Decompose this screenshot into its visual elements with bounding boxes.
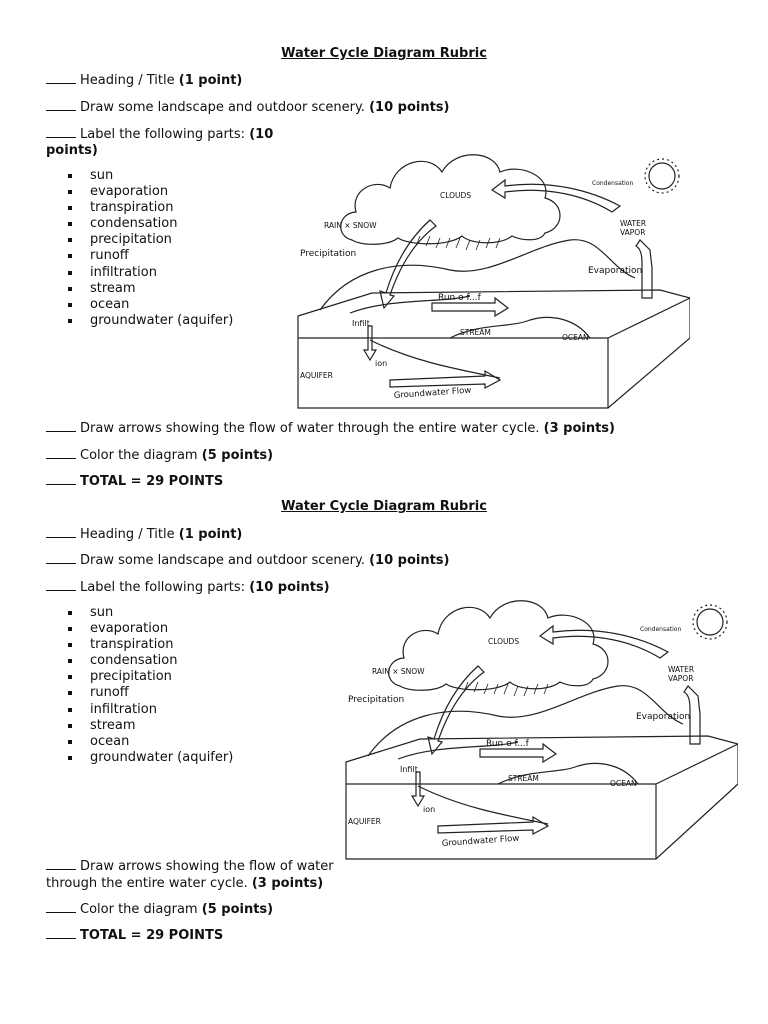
svg-text:VAPOR: VAPOR <box>668 674 694 683</box>
svg-text:ion: ion <box>423 805 436 814</box>
precipitation-arrow <box>380 220 436 308</box>
score-blank[interactable] <box>46 473 76 485</box>
svg-text:Evaporation: Evaporation <box>588 266 643 276</box>
list-item: runoff <box>68 248 233 264</box>
svg-text:WATER: WATER <box>668 665 695 674</box>
score-blank[interactable] <box>46 447 76 459</box>
infiltration-arrow <box>364 326 376 360</box>
item-landscape: Draw some landscape and outdoor scenery. (10 points) <box>46 99 449 115</box>
score-blank[interactable] <box>46 579 76 591</box>
item-color: Color the diagram (5 points) <box>46 447 273 463</box>
rubric-title: Water Cycle Diagram Rubric <box>281 499 487 514</box>
svg-text:STREAM: STREAM <box>508 774 539 783</box>
precipitation-arrow <box>428 666 484 754</box>
svg-text:Infilt: Infilt <box>400 765 418 774</box>
item-landscape: Draw some landscape and outdoor scenery. (10 points) <box>46 552 449 568</box>
svg-text:WATER: WATER <box>620 219 647 228</box>
svg-text:Run o f...f: Run o f...f <box>486 739 529 749</box>
item-arrows: Draw arrows showing the flow of water through the entire water cycle. (3 points) <box>46 420 615 436</box>
groundwater-arrow <box>390 371 500 388</box>
list-item: stream <box>68 281 233 297</box>
list-item: transpiration <box>68 637 233 653</box>
svg-text:AQUIFER: AQUIFER <box>300 371 333 380</box>
sun-shape <box>697 609 723 635</box>
svg-text:STREAM: STREAM <box>460 328 491 337</box>
svg-text:OCEAN: OCEAN <box>610 779 637 788</box>
list-item: groundwater (aquifer) <box>68 750 233 766</box>
score-blank[interactable] <box>46 420 76 432</box>
list-item: ocean <box>68 297 233 313</box>
svg-text:RAIN × SNOW: RAIN × SNOW <box>372 667 425 676</box>
land-block <box>346 736 738 859</box>
svg-text:Condensation: Condensation <box>640 626 682 633</box>
svg-text:VAPOR: VAPOR <box>620 228 646 237</box>
score-blank[interactable] <box>46 126 76 138</box>
list-item: evaporation <box>68 621 233 637</box>
infiltration-arrow <box>412 772 424 806</box>
svg-text:ion: ion <box>375 359 388 368</box>
list-item: infiltration <box>68 702 233 718</box>
list-item: stream <box>68 718 233 734</box>
land-block <box>298 290 690 408</box>
rubric-title: Water Cycle Diagram Rubric <box>281 46 487 61</box>
svg-text:Infilt: Infilt <box>352 319 370 328</box>
svg-text:Run o f...f: Run o f...f <box>438 293 481 303</box>
list-item: condensation <box>68 216 233 232</box>
svg-text:RAIN × SNOW: RAIN × SNOW <box>324 221 377 230</box>
list-item: infiltration <box>68 265 233 281</box>
score-blank[interactable] <box>46 901 76 913</box>
list-item: evaporation <box>68 184 233 200</box>
item-arrows: Draw arrows showing the flow of water through the entire water cycle. (3 points) <box>46 859 334 891</box>
score-blank[interactable] <box>46 927 76 939</box>
svg-text:Groundwater Flow: Groundwater Flow <box>441 833 520 849</box>
parts-list <box>68 168 233 329</box>
list-item: transpiration <box>68 200 233 216</box>
item-heading: Heading / Title (1 point) <box>46 72 242 88</box>
water-cycle-illustration <box>338 574 738 864</box>
score-blank[interactable] <box>46 72 76 84</box>
svg-text:Condensation: Condensation <box>592 180 634 187</box>
water-cycle-illustration <box>290 128 690 413</box>
list-item: groundwater (aquifer) <box>68 313 233 329</box>
svg-text:CLOUDS: CLOUDS <box>488 637 520 646</box>
sun-shape <box>649 163 675 189</box>
list-item: sun <box>68 605 233 621</box>
score-blank[interactable] <box>46 99 76 111</box>
parts-list <box>68 605 233 766</box>
svg-text:CLOUDS: CLOUDS <box>440 191 472 200</box>
item-total: TOTAL = 29 POINTS <box>46 473 223 489</box>
item-label-parts: Label the following parts: (10 points) <box>46 579 330 595</box>
svg-text:Evaporation: Evaporation <box>636 712 691 722</box>
list-item: precipitation <box>68 669 233 685</box>
water-cycle-diagram <box>290 128 690 413</box>
list-item: runoff <box>68 685 233 701</box>
list-item: condensation <box>68 653 233 669</box>
water-cycle-diagram <box>338 574 738 864</box>
score-blank[interactable] <box>46 552 76 564</box>
item-total: TOTAL = 29 POINTS <box>46 927 223 943</box>
list-item: sun <box>68 168 233 184</box>
score-blank[interactable] <box>46 526 76 538</box>
item-label-parts: Label the following parts: (10 points) <box>46 127 274 158</box>
svg-text:Precipitation: Precipitation <box>300 249 357 259</box>
groundwater-arrow <box>438 817 548 834</box>
list-item: precipitation <box>68 232 233 248</box>
list-item: ocean <box>68 734 233 750</box>
svg-text:OCEAN: OCEAN <box>562 333 589 342</box>
svg-text:AQUIFER: AQUIFER <box>348 817 381 826</box>
svg-text:Precipitation: Precipitation <box>348 695 405 705</box>
item-heading: Heading / Title (1 point) <box>46 526 242 542</box>
score-blank[interactable] <box>46 858 76 870</box>
svg-text:Groundwater Flow: Groundwater Flow <box>393 385 472 401</box>
item-color: Color the diagram (5 points) <box>46 901 273 917</box>
